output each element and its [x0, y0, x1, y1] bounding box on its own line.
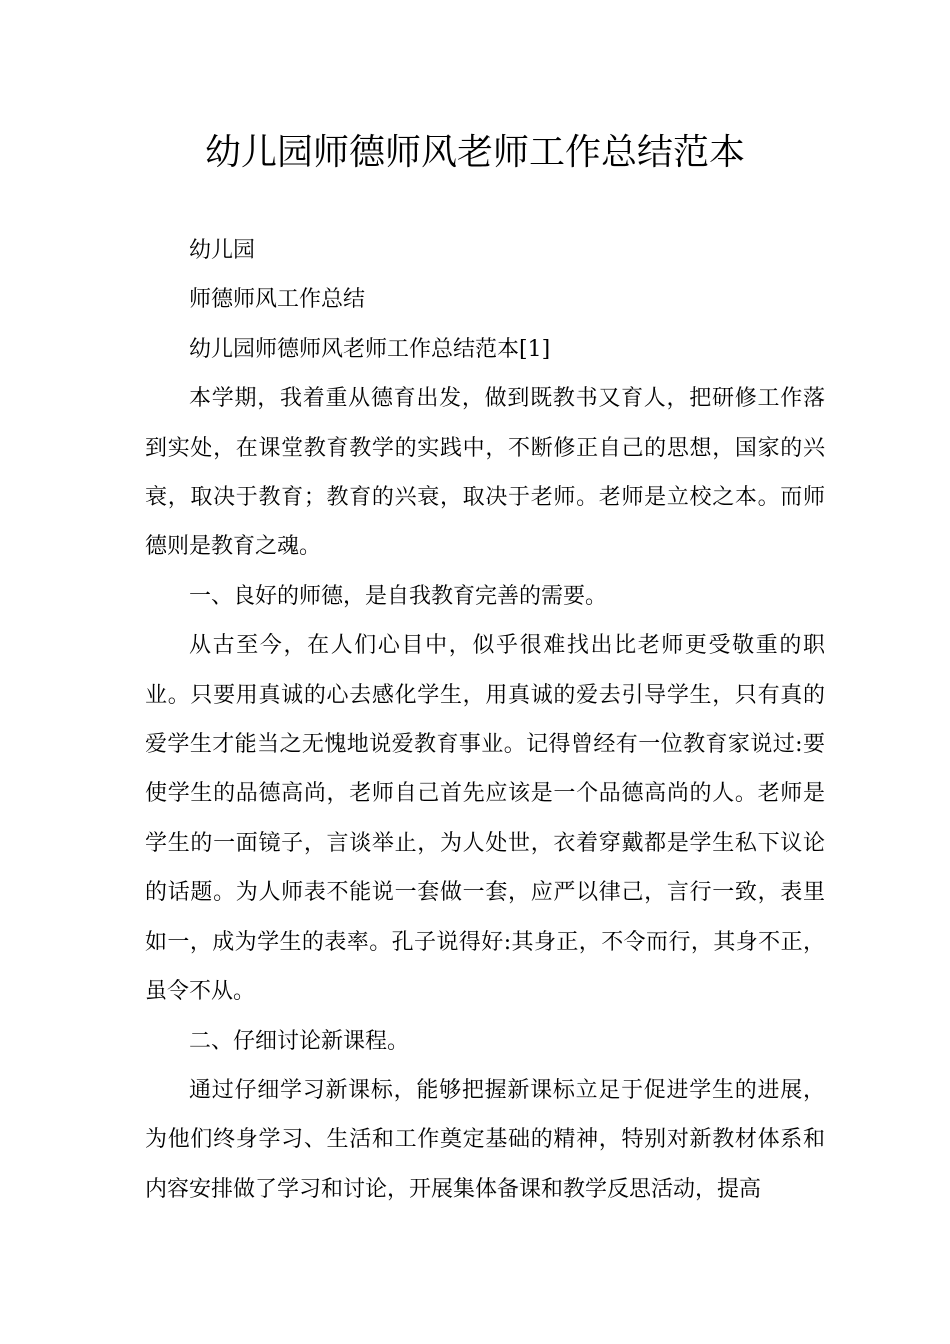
paragraph-section-2: 通过仔细学习新课标，能够把握新课标立足于促进学生的进展，为他们终身学习、生活和工作奠定基础的精神，特别对新教材体系和内容安排做了学习和讨论，开展集体备课和教学反思活动，提高 [145, 1077, 825, 1202]
paragraph-intro: 本学期，我着重从德育出发，做到既教书又育人，把研修工作落到实处，在课堂教育教学的实践中，不断修正自己的思想，国家的兴衰，取决于教育；教育的兴衰，取决于老师。老师是立校之本。而师德则是教育之魂。 [145, 386, 825, 560]
paragraph-section-1: 从古至今，在人们心目中，似乎很难找出比老师更受敬重的职业。只要用真诚的心去感化学生，用真诚的爱去引导学生，只有真的爱学生才能当之无愧地说爱教育事业。记得曾经有一位教育家说过:要使学生的品德高尚，老师自己首先应该是一个品德高尚的人。老师是学生的一面镜子，言谈举止，为人处世，衣着穿戴都是学生私下议论的话题。为人师表不能说一套做一套，应严以律己，言行一致，表里如一，成为学生的表率。孔子说得好:其身正，不令而行，其身不正，虽令不从。 [145, 633, 825, 1005]
paragraph-subtitle: 师德师风工作总结 [189, 287, 366, 313]
paragraph-reference-title: 幼儿园师德师风老师工作总结范本[1] [189, 336, 551, 362]
section-heading-2: 二、仔细讨论新课程。 [189, 1028, 410, 1054]
section-heading-1: 一、良好的师德，是自我教育完善的需要。 [189, 583, 608, 609]
document-title: 幼儿园师德师风老师工作总结范本 [204, 132, 745, 173]
document-body [145, 226, 825, 1214]
paragraph-kindergarten: 幼儿园 [189, 238, 256, 263]
